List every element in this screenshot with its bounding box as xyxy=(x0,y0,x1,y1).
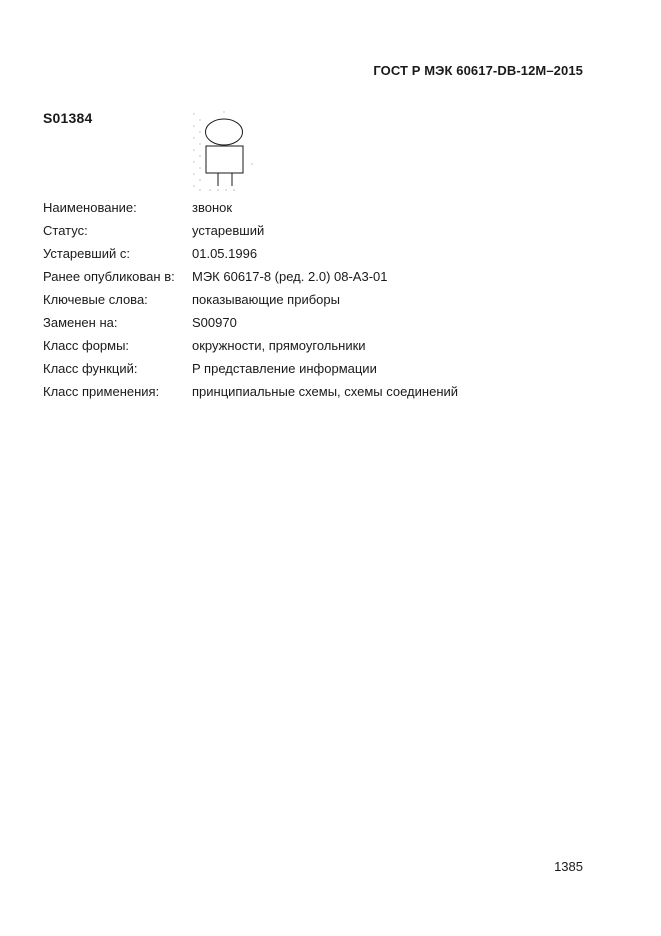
property-row-status xyxy=(43,219,603,242)
property-value: 01.05.1996 xyxy=(192,246,258,261)
property-value: S00970 xyxy=(192,315,237,330)
property-value: P представление информации xyxy=(192,361,377,376)
property-label: Заменен на: xyxy=(43,315,118,330)
property-row-function-class xyxy=(43,357,603,380)
document-header: ГОСТ Р МЭК 60617-DB-12M–2015 xyxy=(373,63,583,78)
symbol-properties xyxy=(43,196,603,403)
grid-dots xyxy=(193,111,252,190)
bell-dome xyxy=(206,119,243,145)
property-value: устаревший xyxy=(192,223,265,238)
bell-body xyxy=(206,146,243,173)
property-row-obsolete-since xyxy=(43,242,603,265)
property-label: Класс функций: xyxy=(43,361,138,376)
symbol-id: S01384 xyxy=(43,110,93,126)
property-row-previously-published xyxy=(43,265,603,288)
property-label: Устаревший с: xyxy=(43,246,130,261)
property-value: окружности, прямоугольники xyxy=(192,338,366,353)
property-row-application-class xyxy=(43,380,603,403)
bell-symbol-icon xyxy=(190,106,262,192)
property-label: Класс применения: xyxy=(43,384,160,399)
property-label: Наименование: xyxy=(43,200,137,215)
property-value: принципиальные схемы, схемы соединений xyxy=(192,384,459,399)
property-label: Ключевые слова: xyxy=(43,292,148,307)
property-row-keywords xyxy=(43,288,603,311)
property-value: показывающие приборы xyxy=(192,292,340,307)
page-number: 1385 xyxy=(554,859,583,874)
property-row-shape-class xyxy=(43,334,603,357)
property-row-name xyxy=(43,196,603,219)
property-value: МЭК 60617-8 (ред. 2.0) 08-A3-01 xyxy=(192,269,388,284)
property-label: Ранее опубликован в: xyxy=(43,269,175,284)
property-value: звонок xyxy=(192,200,233,215)
property-label: Статус: xyxy=(43,223,88,238)
property-label: Класс формы: xyxy=(43,338,130,353)
property-row-replaced-by xyxy=(43,311,603,334)
